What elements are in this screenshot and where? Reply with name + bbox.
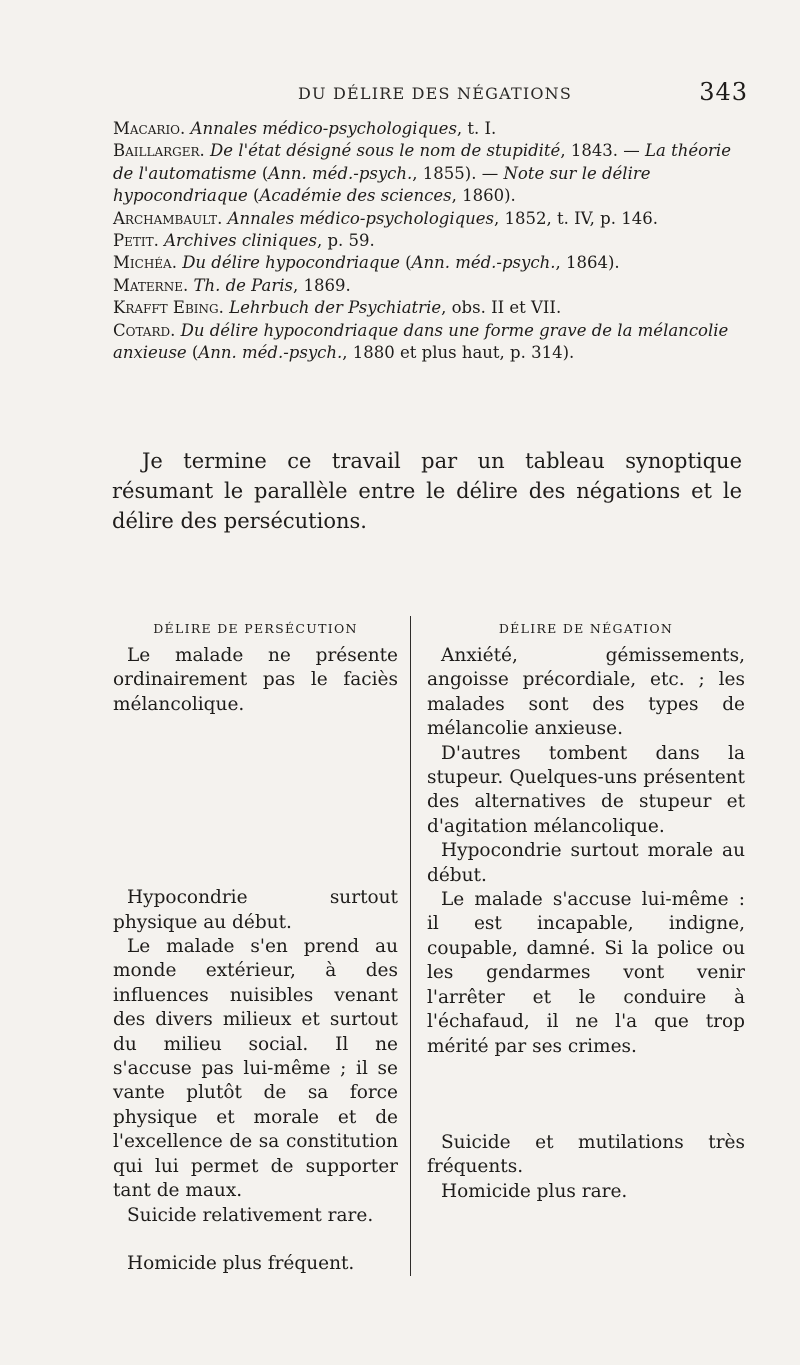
reference-title: Annales médico-psychologiques (190, 119, 457, 138)
reference-author: Baillarger. (113, 141, 205, 161)
negation-hypocondrie: Hypocondrie surtout morale au début. (427, 840, 745, 886)
persecution-accusation: Le malade s'en prend au monde extérieur, à des influences nuisibles venant des divers milieux et surtout du milieu social. Il ne s'accuse pas lui-même ; il se vante plutôt de sa force physique et morale et de l'excellence de sa constitution qui lui permet de supporter tant de maux. (113, 936, 398, 1202)
negation-homicide: Homicide plus rare. (441, 1180, 628, 1202)
running-title: DU DÉLIRE DES NÉGATIONS (297, 84, 573, 103)
negation-column (427, 620, 745, 1204)
reference-text: , 1855). — (412, 163, 504, 183)
reference-list (113, 118, 745, 364)
reference-text: ( (247, 186, 260, 206)
reference-author: Krafft Ebing. (113, 298, 224, 318)
reference-text: , p. 59. (316, 231, 375, 251)
reference-text: , 1843. — (560, 141, 646, 161)
reference-text: ( (399, 253, 412, 273)
page-number: 343 (699, 78, 748, 106)
negation-suicide: Suicide et mutilations très fréquents. (427, 1131, 745, 1178)
persecution-column (113, 620, 398, 1276)
negation-anxiete: Anxiété, gémissements, angoisse précordiale, etc. ; les malades sont des types de mélancolie anxieuse. (427, 645, 745, 740)
reference-title: Archives cliniques (164, 231, 317, 251)
reference-title: La théorie de l'automatisme (113, 141, 731, 183)
reference-title: Ann. méd.-psych. (198, 343, 343, 363)
persecution-hypocondrie: Hypocondrie surtout physique au début. (113, 887, 398, 933)
reference-author: Archambault. (113, 208, 223, 228)
reference-title: Du délire hypocondriaque (182, 253, 400, 273)
reference-entry (113, 252, 745, 274)
reference-title: Lehrbuch der Psychiatrie (229, 298, 442, 318)
negation-stupeur: D'autres tombent dans la stupeur. Quelques-uns présentent des alternatives de stupeur et d'agitation mélancolique. (427, 742, 745, 837)
running-header (130, 78, 748, 108)
reference-author: Petit. (113, 231, 159, 251)
reference-entry (113, 320, 745, 365)
reference-author: Cotard. (113, 320, 176, 340)
reference-entry (113, 230, 745, 252)
reference-title: Note sur le délire hypocondriaque (113, 163, 651, 206)
reference-title: Annales médico-psychologiques (227, 208, 495, 228)
reference-entry (113, 297, 745, 319)
reference-entry (113, 118, 745, 140)
negation-accusation: Le malade s'accuse lui-même : il est incapable, indigne, coupable, damné. Si la police ou les gendarmes vont venir l'arrêter et le conduire à l'échafaud, il ne l'a que trop mérité par ses crimes. (427, 889, 745, 1057)
reference-text: , 1880 et plus haut, p. 314). (342, 343, 575, 363)
persecution-homicide: Homicide plus fréquent. (127, 1252, 355, 1274)
reference-title: Du délire hypocondriaque dans une forme grave de la mélancolie anxieuse (113, 320, 729, 363)
reference-title: Académie des sciences (259, 186, 452, 206)
reference-text: ( (256, 163, 269, 183)
reference-text: , 1860). (451, 186, 516, 206)
reference-title: Ann. méd.-psych. (268, 163, 413, 183)
column-divider (410, 616, 411, 1276)
persecution-heading: DÉLIRE DE PERSÉCUTION (153, 621, 358, 636)
reference-entry (113, 275, 745, 297)
reference-title: De l'état désigné sous le nom de stupidité (210, 141, 561, 161)
reference-author: Materne. (113, 275, 189, 295)
reference-entry (113, 140, 745, 207)
reference-text: , 1852, t. IV, p. 146. (494, 208, 658, 228)
reference-entry (113, 208, 745, 230)
reference-text: , 1869. (293, 275, 351, 295)
reference-text: ( (186, 343, 199, 363)
reference-title: Ann. méd.-psych. (411, 253, 556, 273)
negation-heading: DÉLIRE DE NÉGATION (498, 621, 674, 636)
persecution-suicide: Suicide relativement rare. (127, 1204, 374, 1226)
reference-title: Th. de Paris (193, 275, 293, 295)
reference-text: , t. I. (456, 119, 497, 138)
summary-paragraph: Je termine ce travail par un tableau synoptique résumant le parallèle entre le délire des négations et le délire des persécutions. (112, 449, 742, 533)
reference-text: , obs. II et VII. (441, 298, 562, 318)
reference-author: Michéa. (113, 253, 177, 273)
reference-author: Macario. (113, 119, 186, 138)
reference-text: , 1864). (555, 253, 620, 273)
persecution-facies: Le malade ne présente ordinairement pas le faciès mélancolique. (113, 645, 398, 715)
